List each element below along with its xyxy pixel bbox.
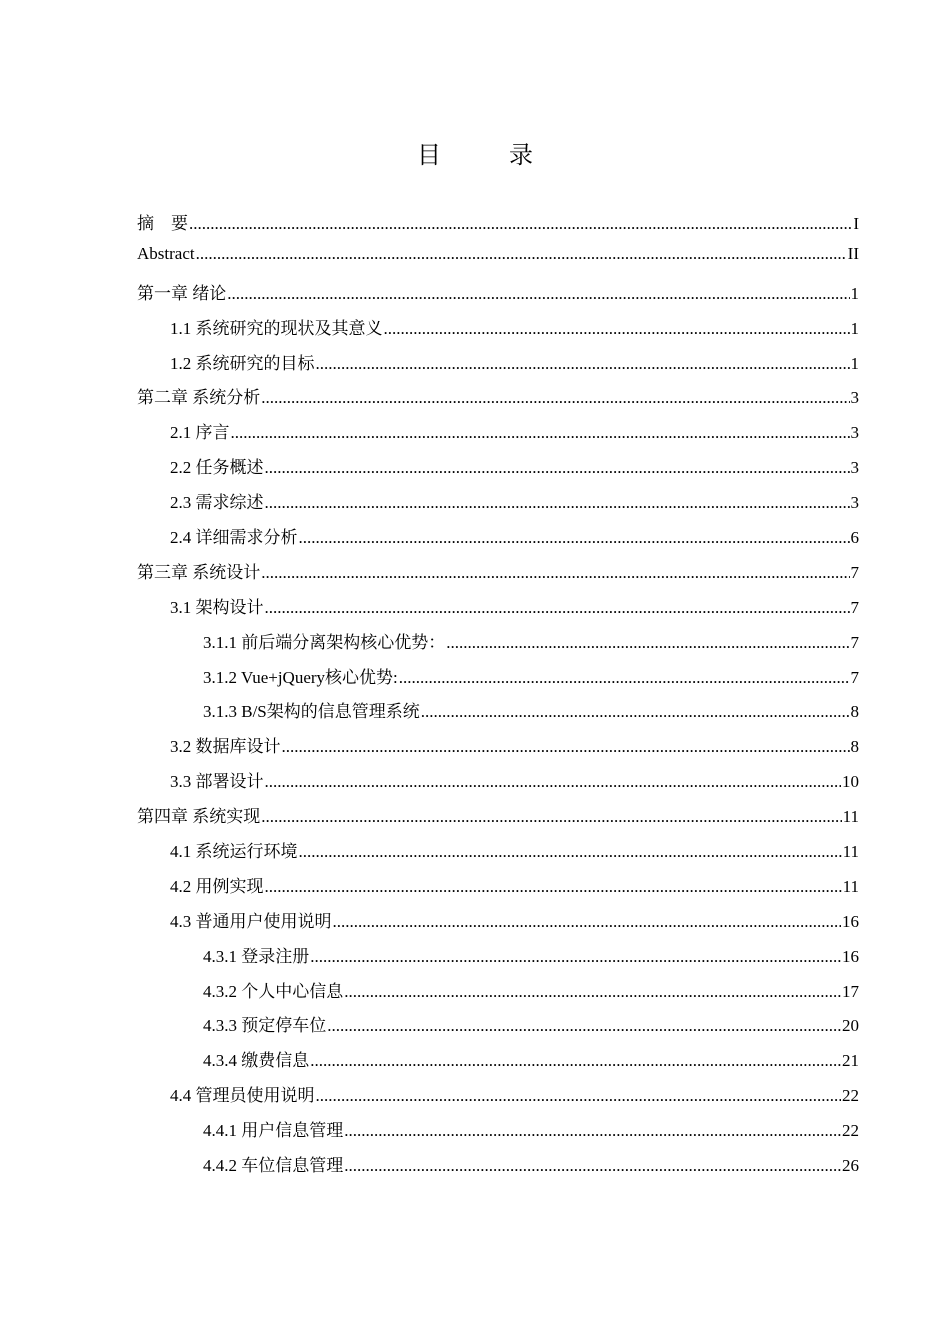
toc-dot-leader	[265, 598, 850, 618]
toc-entry-label: Abstract	[137, 243, 195, 263]
toc-entry[interactable]	[137, 1046, 859, 1081]
toc-entry-page-number: 7	[850, 597, 859, 617]
toc-dot-leader	[327, 1016, 841, 1036]
toc-entry[interactable]	[137, 697, 859, 732]
toc-entry[interactable]	[137, 349, 859, 384]
toc-entry-page-number: 22	[842, 1086, 859, 1106]
toc-entry-page-number: 3	[850, 458, 859, 478]
toc-entry[interactable]	[137, 942, 859, 977]
toc-entry[interactable]	[137, 418, 859, 453]
toc-entry-label: 4.2 用例实现	[170, 876, 264, 896]
toc-entry-page-number: 3	[850, 423, 859, 443]
toc-entry[interactable]	[137, 837, 859, 872]
toc-entry[interactable]	[137, 488, 859, 523]
toc-entry-label: 4.4.1 用户信息管理	[203, 1121, 344, 1141]
toc-entry-page-number: 6	[850, 528, 859, 548]
toc-dot-leader	[196, 244, 847, 264]
toc-entry-label: 3.1.1 前后端分离架构核心优势：	[203, 632, 446, 652]
toc-entry[interactable]	[137, 907, 859, 942]
toc-dot-leader	[310, 947, 841, 967]
toc-entry[interactable]	[137, 1151, 859, 1186]
toc-entry-page-number: 10	[842, 772, 859, 792]
toc-entry[interactable]	[137, 872, 859, 907]
toc-entry[interactable]	[137, 593, 859, 628]
toc-entry-label: 3.3 部署设计	[170, 772, 264, 792]
toc-entry-page-number: 26	[842, 1156, 859, 1176]
toc-entry-page-number: 7	[850, 562, 859, 582]
toc-entry[interactable]	[137, 802, 859, 837]
toc-dot-leader	[282, 737, 850, 757]
toc-entry[interactable]	[137, 732, 859, 767]
toc-dot-leader	[446, 633, 849, 653]
toc-entry-page-number: 7	[850, 667, 859, 687]
toc-entry-page-number: 22	[842, 1121, 859, 1141]
toc-entry-label: 1.2 系统研究的目标	[170, 353, 315, 373]
toc-entry-page-number: 17	[842, 981, 859, 1001]
toc-dot-leader	[333, 912, 842, 932]
toc-entry-label: 第一章 绪论	[137, 283, 227, 303]
toc-dot-leader	[189, 214, 852, 234]
toc-dot-leader	[231, 423, 850, 443]
toc-entry-page-number: 11	[842, 876, 859, 896]
toc-dot-leader	[265, 458, 850, 478]
toc-entry-page-number: 7	[850, 632, 859, 652]
toc-entry-label: 4.4 管理员使用说明	[170, 1086, 315, 1106]
toc-entry-page-number: 21	[842, 1051, 859, 1071]
toc-entry-label: 4.3 普通用户使用说明	[170, 911, 332, 931]
toc-entry-label: 2.3 需求综述	[170, 493, 264, 513]
toc-dot-leader	[344, 1121, 841, 1141]
page-title: 目 录	[417, 141, 555, 169]
table-of-contents	[137, 209, 859, 1186]
toc-entry[interactable]	[137, 1081, 859, 1116]
toc-entry-page-number: II	[847, 243, 859, 263]
toc-dot-leader	[399, 668, 850, 688]
toc-entry-label: 摘 要	[137, 214, 188, 233]
toc-dot-leader	[261, 388, 849, 408]
toc-entry[interactable]	[137, 453, 859, 488]
toc-entry-label: 3.1.3 B/S架构的信息管理系统	[203, 702, 420, 722]
toc-dot-leader	[384, 319, 850, 339]
toc-entry-page-number: I	[853, 214, 859, 233]
toc-entry[interactable]	[137, 523, 859, 558]
toc-entry-label: 1.1 系统研究的现状及其意义	[170, 318, 383, 338]
toc-dot-leader	[344, 1156, 841, 1176]
toc-entry-label: 第三章 系统设计	[137, 562, 261, 582]
toc-entry-label: 第四章 系统实现	[137, 807, 261, 827]
toc-entry-page-number: 8	[850, 702, 859, 722]
toc-entry-page-number: 1	[850, 283, 859, 303]
toc-dot-leader	[344, 982, 841, 1002]
toc-entry-page-number: 3	[850, 493, 859, 513]
toc-dot-leader	[299, 528, 850, 548]
toc-entry-page-number: 3	[850, 388, 859, 408]
toc-dot-leader	[261, 807, 841, 827]
toc-entry-page-number: 16	[842, 911, 859, 931]
toc-entry-page-number: 8	[850, 737, 859, 757]
toc-entry-label: 4.3.2 个人中心信息	[203, 981, 344, 1001]
toc-entry[interactable]	[137, 244, 859, 279]
toc-dot-leader	[227, 284, 849, 304]
toc-entry-label: 3.1 架构设计	[170, 597, 264, 617]
toc-entry[interactable]	[137, 663, 859, 698]
toc-dot-leader	[299, 842, 842, 862]
toc-entry-label: 4.4.2 车位信息管理	[203, 1156, 344, 1176]
toc-dot-leader	[310, 1051, 841, 1071]
toc-entry-label: 第二章 系统分析	[137, 388, 261, 408]
toc-entry-label: 4.3.1 登录注册	[203, 946, 310, 966]
toc-entry-page-number: 1	[850, 318, 859, 338]
toc-entry[interactable]	[137, 209, 859, 244]
toc-entry-page-number: 11	[842, 807, 859, 827]
toc-entry-page-number: 20	[842, 1016, 859, 1036]
toc-dot-leader	[265, 493, 850, 513]
toc-dot-leader	[261, 563, 849, 583]
toc-dot-leader	[421, 702, 850, 722]
toc-entry[interactable]	[137, 1116, 859, 1151]
toc-entry-label: 3.2 数据库设计	[170, 737, 281, 757]
toc-entry[interactable]	[137, 383, 859, 418]
toc-entry-label: 2.2 任务概述	[170, 458, 264, 478]
toc-entry[interactable]	[137, 1011, 859, 1046]
toc-entry-label: 4.3.3 预定停车位	[203, 1016, 327, 1036]
toc-entry[interactable]	[137, 628, 859, 663]
toc-entry-page-number: 16	[842, 946, 859, 966]
toc-entry-label: 2.4 详细需求分析	[170, 528, 298, 548]
toc-entry[interactable]	[137, 977, 859, 1012]
toc-entry[interactable]	[137, 279, 859, 314]
toc-entry-label: 3.1.2 Vue+jQuery核心优势:	[203, 667, 398, 687]
toc-entry-page-number: 11	[842, 842, 859, 862]
toc-entry[interactable]	[137, 767, 859, 802]
toc-entry-label: 4.1 系统运行环境	[170, 842, 298, 862]
toc-entry[interactable]	[137, 314, 859, 349]
toc-entry-page-number: 1	[850, 353, 859, 373]
toc-dot-leader	[316, 354, 850, 374]
toc-entry-label: 4.3.4 缴费信息	[203, 1051, 310, 1071]
toc-entry-label: 2.1 序言	[170, 423, 230, 443]
toc-dot-leader	[265, 772, 842, 792]
toc-entry[interactable]	[137, 558, 859, 593]
toc-dot-leader	[316, 1086, 842, 1106]
toc-dot-leader	[265, 877, 842, 897]
